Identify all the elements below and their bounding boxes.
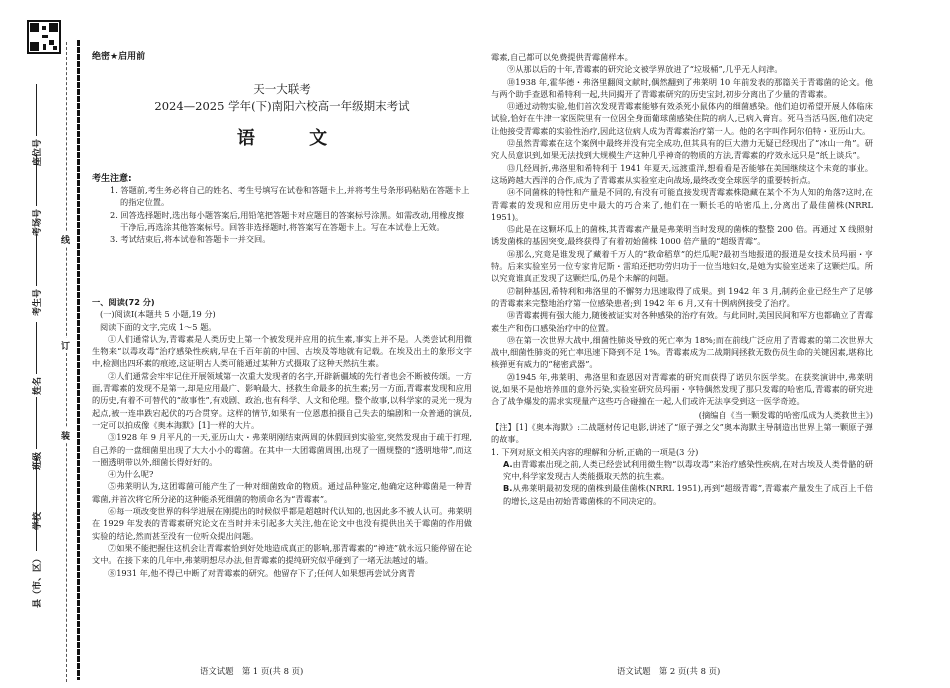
source-citation: (摘编自《当一颗发霉的哈密瓜成为人类救世主》): [698, 409, 873, 420]
paragraph: ②人们通常会牢牢记住开展领域第一次重大发现者的名字,开辟新疆域的先行者也会不断被传颂。一方面,青霉素的发现不是第一,却是应用最广、影响最大、拯救生命最多的抗生素;另一方面,青霉素发现和应用的历史,有着不可替代的“故事性”,有戏剧、政治,也有科学、人文和伦理。整个故事,以科学家的灵光一现为起点,被一连串跌宕起伏的巧合贯穿。这样的情节,如果有一位恩惠拍摄自己失去的编剧和一众普通的演员,一定可以拍成像《奥本海默》[1]一样的大片。: [92, 370, 472, 430]
paragraph: ⑲在第一次世界大战中,细菌性肺炎导致的死亡率为 18%;而在前线广泛应用了青霉素的第二次世界大战中,细菌性肺炎的死亡率迅速下降到不足 1%。青霉素成为二战期间拯救无数伤员生命的关键因素,堪称比核弹更有威力的“秘密武器”。: [491, 334, 873, 370]
paragraph: ⑬几经周折,弗洛里和希特利于 1941 年夏天,远渡重洋,想看看是否能够在美国继续这个未竟的事业。这场跨越大西洋的合作,成为了青霉素从实验室走向战场,最终改变全球医学的重要转折点。: [491, 162, 873, 185]
notice-heading: 考生注意:: [92, 174, 132, 184]
mark-ding: 订: [61, 338, 70, 353]
paragraph: ①人们通常认为,青霉素是人类历史上第一个被发现并应用的抗生素,事实上并不是。人类尝试利用微生物来“以毒攻毒”治疗感染性疾病,早在千百年前的中国、古埃及等地就有记载。在埃及出土的象形文字中,检测出四环素的痕迹,这证明古人类可能通过某种方式摄取了这种天然抗生素。: [92, 333, 472, 369]
paragraph: ⑳1945 年,弗莱明、弗洛里和查恩因对青霉素的研究而获得了诺贝尔医学奖。在获奖演讲中,弗莱明说,如果不是他培养皿的意外污染,实验室研究员玛丽・亨特偶然发现了那只发霉的哈密瓜,青霉素的研究进合了战争爆发的需求实现量产这些巧合碰撞在一起,人们或许无法享受到这一医学奇迹。: [491, 371, 873, 407]
paragraph: ⑨从那以后的十年,青霉素的研究论文被学界放进了“垃圾桶”,几乎无人问津。: [507, 64, 783, 75]
paragraph: ⑦如果不能把握住这机会让青霉素恰到好处地造成真正的影响,那青霉素的“神迹”就永远只能停留在论文中。在接下来的几年中,弗莱明想尽办法,但青霉素的提纯研究似乎碰到了一堵无法越过的墙。: [92, 542, 472, 566]
paragraph: ③1928 年 9 月平凡的一天,亚历山大・弗莱明刚结束两周的休假回到实验室,突然发现由于疏于打理,自己养的一盘细菌里出现了大大小小的霉菌。在其中一大团霉菌周围,出现了一圈规整的“透明地带”,而这一圈透明带以外,细菌长得好好的。: [92, 432, 472, 467]
notice-item: 2. 回答选择题时,选出每小题答案后,用铅笔把答题卡对应题目的答案标号涂黑。如需改动,用橡皮擦干净后,再选涂其他答案标号。回答非选择题时,将答案写在答题卡上。写在本试卷上无效。: [110, 209, 464, 232]
notice-list: [110, 184, 472, 245]
confidential-label: 绝密★启用前: [92, 52, 146, 62]
qr-code: [27, 20, 61, 54]
field-candidate-number: 考生号: [30, 234, 43, 316]
paragraph: ⑧1931 年,他不得已中断了对青霉素的研究。他留存下了;任何人如果想再尝试分离青: [108, 567, 416, 578]
exam-title: 2024—2025 学年(下)南阳六校高一年级期末考试: [154, 99, 410, 113]
section-heading: 一、阅读(72 分): [92, 297, 155, 307]
left-column: [92, 296, 472, 579]
paragraph: ⑥每一项改变世界的科学进展在刚提出的时候似乎都是超越时代认知的,也因此多不被人认可。弗莱明在 1929 年发表的青霉素研究论文在当时并未引起多大关注,他在论文中也没有提供出关于霉菌的作用做实验的结论,然而甚至没有一位听众提出问题。: [92, 506, 472, 541]
paragraph: ⑱青霉素拥有强大能力,随後被证实对各种感染的治疗有效。与此同时,美国民间和军方也都确立了青霉素生产和伤口感染治疗中的位置。: [491, 310, 873, 333]
mark-xian: 线: [61, 232, 70, 247]
paragraph: ⑯那么,究竟是谁发现了藏着千万人的“救命稻草”的烂瓜呢?最初当地报道的报道是女技术员玛丽・亨特。后来实验室另一位专家肯尼斯・雷珀还把功劳归功于一位当地妇女,是她为实验室送来了这颗烂瓜。所以究竟谁真正发现了这颗烂瓜,仍是个未解的问题。: [491, 248, 873, 284]
exam-organizer: 天一大联考: [253, 82, 311, 96]
question-stem: 1. 下列对原文相关内容的理解和分析,正确的一项是(3 分): [491, 446, 699, 457]
field-exam-room: 考场号: [30, 154, 43, 236]
instruction: 阅读下面的文字,完成 1～5 题。: [100, 321, 217, 332]
field-county: 县（市、区）: [30, 499, 43, 608]
cut-line: [66, 42, 67, 682]
notice-item: 3. 考试结束后,将本试卷和答题卡一并交回。: [110, 234, 271, 245]
field-name: 姓名: [30, 322, 43, 395]
paragraph: 霉素,自己都可以免费提供青霉菌样本。: [491, 52, 633, 62]
binding-margin: [0, 0, 82, 688]
paragraph: ⑫虽然青霉素在这个案例中最终并没有完全成功,但其具有的巨大潜力无疑已经现出了“冰山一角”。研究人员意识到,如果无法找到大规模生产这种几乎神奇的物质的方法,青霉素的疗效永远只是“纸上谈兵”。: [491, 138, 873, 161]
field-class: 班级: [30, 397, 43, 470]
question-option-a[interactable]: A.由青霉素出现之前,人类已经尝试利用微生物“以毒攻毒”来治疗感染性疾病,在对古埃及人类骨骼的研究中,科学家发现古人类能摄取天然的抗生素。: [503, 458, 873, 482]
subsection-heading: (一)阅读Ⅰ(本题共 5 小题,19 分): [100, 309, 216, 320]
paragraph: ⑰制种基因,希特利和弗洛里的不懈努力迅速取得了成果。到 1942 年 3 月,制药企业已经生产了足够的青霉素来完整地治疗第一位感染患者;到 1942 年 6 月,又有十例病例接受了治疗。: [491, 285, 873, 308]
notice-item: 1. 答题前,考生务必将自己的姓名、考生号填写在试卷和答题卡上,并将考生号条形码粘贴在答题卡上的指定位置。: [110, 185, 470, 208]
paragraph: ⑮此是在这颗坏瓜上的菌株,其青霉素产量是弗莱明当时发现的菌株的整整 200 倍。再通过 X 线照射诱发菌株的基因突变,最终获得了有着初始菌株 1000 倍产量的“超级青霉”。: [491, 224, 873, 247]
paragraph: ⑤弗莱明认为,这团霉菌可能产生了一种对细菌致命的物质。通过品种鉴定,他确定这种霉菌是一种青霉菌,并首次将它所分泌的这种能杀死细菌的物质命名为“青霉素”。: [92, 481, 472, 504]
paragraph: ④为什么呢?: [108, 469, 154, 480]
paragraph: ⑩1938 年,霍华德・弗洛里翻阅文献时,偶然翻到了弗莱明 10 年前发表的那篇关于青霉菌的论文。他与两个助手查恩和希特利一起,共同揭开了青霉素研究的历史宝封,初步分离出了少量的青霉素。: [491, 76, 873, 99]
page-footer-right: 语文试题 第 2 页(共 8 页): [617, 666, 721, 676]
field-school: 学校: [30, 457, 43, 530]
paragraph: ⑪通过动物实验,他们首次发现青霉素能够有效杀死小鼠体内的细菌感染。他们迫切希望开展人体临床试验,恰好在牛津一家医院里有一位因全身面葡球菌感染住院的病人,已病入膏肓。死马当活马医,他们决定让他接受青霉素的实验性治疗,因此这位病人成为青霉素治疗第一人。他的名字叫作阿尔伯特・亚历山大。: [491, 101, 873, 136]
mark-zhuang: 装: [61, 428, 70, 443]
page-footer-left: 语文试题 第 1 页(共 8 页): [200, 666, 304, 676]
field-seat: 座位号: [30, 84, 43, 166]
subject-title: 语 文: [236, 128, 352, 149]
question-option-b[interactable]: B.从弗莱明最初发现的菌株到最佳菌株(NRRL 1951),再到“超级青霉”,青霉素产量发生了成百上千倍的增长,这是由初始青霉菌株的不同决定的。: [503, 483, 873, 506]
right-column: [491, 51, 873, 507]
footnote: 【注】[1]《奥本海默》:二战题材传记电影,讲述了“原子弹之父”奥本海默主导制造出世界上第一颗原子弹的故事。: [491, 421, 873, 445]
binding-bar: [77, 40, 80, 680]
paragraph: ⑭不同菌株的特性和产量是不同的,有没有可能直接发现青霉素株隐藏在某个不为人知的角落?这时,在青霉素的发现和应用历史中最大的巧合来了,他们在一颗长毛的哈密瓜上,分离出了最佳菌株(NRRL 1951)。: [491, 187, 873, 222]
